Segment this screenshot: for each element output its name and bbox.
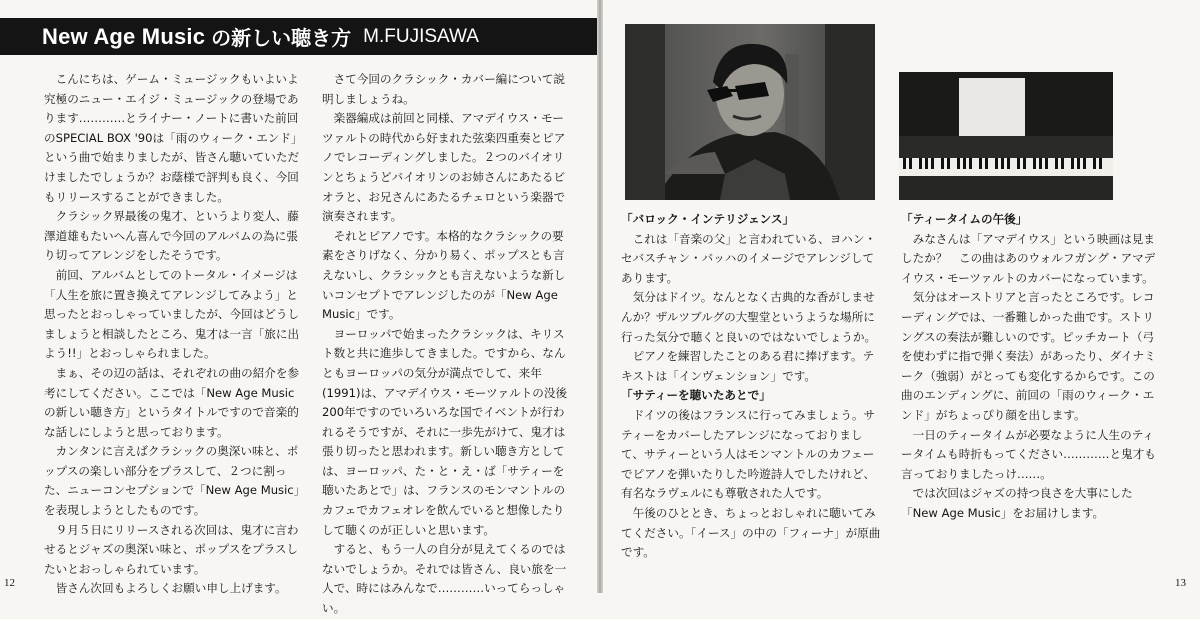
paragraph: では次回はジャズの持つ良さを大事にした「New Age Music」をお届けします。 [901,486,1133,520]
article-title-japanese: の新しい聴き方 [211,26,352,50]
paragraph: 前回、アルバムとしてのトータル・イメージは「人生を旅に置き換えてアレンジしてみよう」と思ったとおっしゃっていましたが、今回はどうしましょうと相談したところ、鬼才は一言「旅に出よう!!」とおっしゃられました。 [44,267,300,361]
left-column-2 [322,70,574,619]
article-author: M.FUJISAWA [363,25,479,47]
section-title-teatime: 「ティータイムの午後」 [901,212,1028,226]
article-title: New Age Music [42,23,206,49]
composer-photo-image [625,24,875,200]
paragraph: ヨーロッパで始まったクラシックは、キリスト数と共に進歩してきました。ですから、なんともヨーロッパの気分が満点でして、来年(1991)は、アマデイウス・モーツァルトの没後200年ですのでいろいろな国でイベントが行われるそうですが、それに一歩先がけて、鬼才は張り切ったと思われます。新しい聴き方としては、ヨーロッパ、た・と・え・ば「サティーを聴いたあとで」は、フランスのモンマントルのカフェでカフェオレを飲んでいると想像したりして聴くのが正しいと思います。 [322,326,568,537]
paragraph: 午後のひととき、ちょっとおしゃれに聴いてみてください。「イース」の中の「フィーナ」が原曲です。 [621,505,881,560]
paragraph: さて今回のクラシック・カバー編について説明しましょうね。 [322,72,566,106]
section-title-baroque: 「バロック・インテリジェンス」 [621,212,795,226]
paragraph: ９月５日にリリースされる次回は、鬼才に言わせるとジャズの奥深い味と、ポップスをプラスしたいとおっしゃられています。 [44,522,299,576]
paragraph: それとピアノです。本格的なクラシックの要素をさりげなく、分かり易く、ポップスとも言えないし、クラシックとも言えないような新しいコンセプトでアレンジしたのが「New Age Music」です。 [322,228,566,322]
right-column-2 [901,210,1163,524]
paragraph: すると、もう一人の自分が見えてくるのではないでしょうか。それでは皆さん、良い旅を一人で、時にはみんなで…………いってらっしゃい。 [322,542,567,616]
paragraph: これは「音楽の父」と言われている、ヨハン・セバスチャン・バッハのイメージでアレンジしてあります。 [621,231,877,285]
paragraph: まぁ、その辺の話は、それぞれの曲の紹介を参考にしてください。ここでは「New Age Musicの新しい聴き方」というタイトルですので音楽的な話しにしようと思っております。 [44,365,300,439]
left-page [0,0,597,616]
paragraph: カンタンに言えばクラシックの奥深い味と、ポップスの楽しい部分をプラスして、２つに割った、ニューコンセプションで「New Age Music」を表現しようとしたものです。 [44,444,300,518]
piano-photo-image [899,72,1113,200]
paragraph: クラシック界最後の鬼才、というより変人、藤澤道雄もたいへん喜んで今回のアルバムの為に張り切ってアレンジをしたそうです。 [44,209,299,263]
left-column-1 [44,70,301,599]
paragraph: ドイツの後はフランスに行ってみましょう。サティーをカバーしたアレンジになっておりまして、サティーという人はモンマントルのカフェーでピアノを弾いたりした吟遊詩人でしたけれど、有名なラヴェルにも尊敬された人です。 [621,407,876,501]
photo-composer [625,24,875,200]
section-title-satie: 「サティーを聴いたあとで」 [621,388,771,403]
right-column-1 [621,210,883,563]
photo-piano [899,72,1113,200]
paragraph: 皆さん次回もよろしくお願い申し上げます。 [55,581,287,596]
paragraph: こんにちは、ゲーム・ミュージックもいよいよ究極のニュー・エイジ・ミュージックの登場であります…………とライナー・ノートに書いた前回のSPECIAL BOX '90は「雨のウィーク・エンド」という曲で始まりましたが、皆さん聴いていただけましたでしょうか？お蔭様で評判も良く、今回もリリースすることができました。 [44,72,300,204]
paragraph: ピアノを練習したことのある君に捧げます。テキストは「インヴェンション」です。 [621,349,875,383]
page-number: 12 [4,577,15,589]
page-number: 13 [1175,577,1186,589]
paragraph: 気分はドイツ。なんとなく古典的な香がしませんか？ザルツブルグの大聖堂というような場所に行った気分で聴くと良いのではないでしょうか。 [621,290,877,344]
paragraph: 一日のティータイムが必要なように人生のティータイムも時折もってください…………と鬼才も言っておりましたっけ……。 [901,427,1156,481]
paragraph: 楽器編成は前回と同様、アマデイウス・モーツァルトの時代から好まれた弦楽四重奏とピアノでレコーディングしました。２つのバイオリンとちょうどバイオリンのお姉さんにあたるビオラと、お兄さんにあたるチェロという楽器で演奏されます。 [322,111,566,224]
paragraph: 気分はオーストリアと言ったところです。レコーディングでは、一番難しかった曲です。ストリングスの奏法が難しいのです。ピッチカート（弓を使わずに指で弾く奏法）があったり、ダイナミーク（強弱）がとっても変化するからです。この曲のエンディングに、前回の「雨のウィーク・エンド」がちょっぴり顔を出します。 [901,290,1156,422]
title-banner [0,18,597,55]
right-page [603,0,1200,593]
paragraph: みなさんは「アマデイウス」という映画は見ましたか？ この曲はあのウォルフガング・アマデイウス・モーツァルトのカバーになっています。 [901,231,1156,285]
